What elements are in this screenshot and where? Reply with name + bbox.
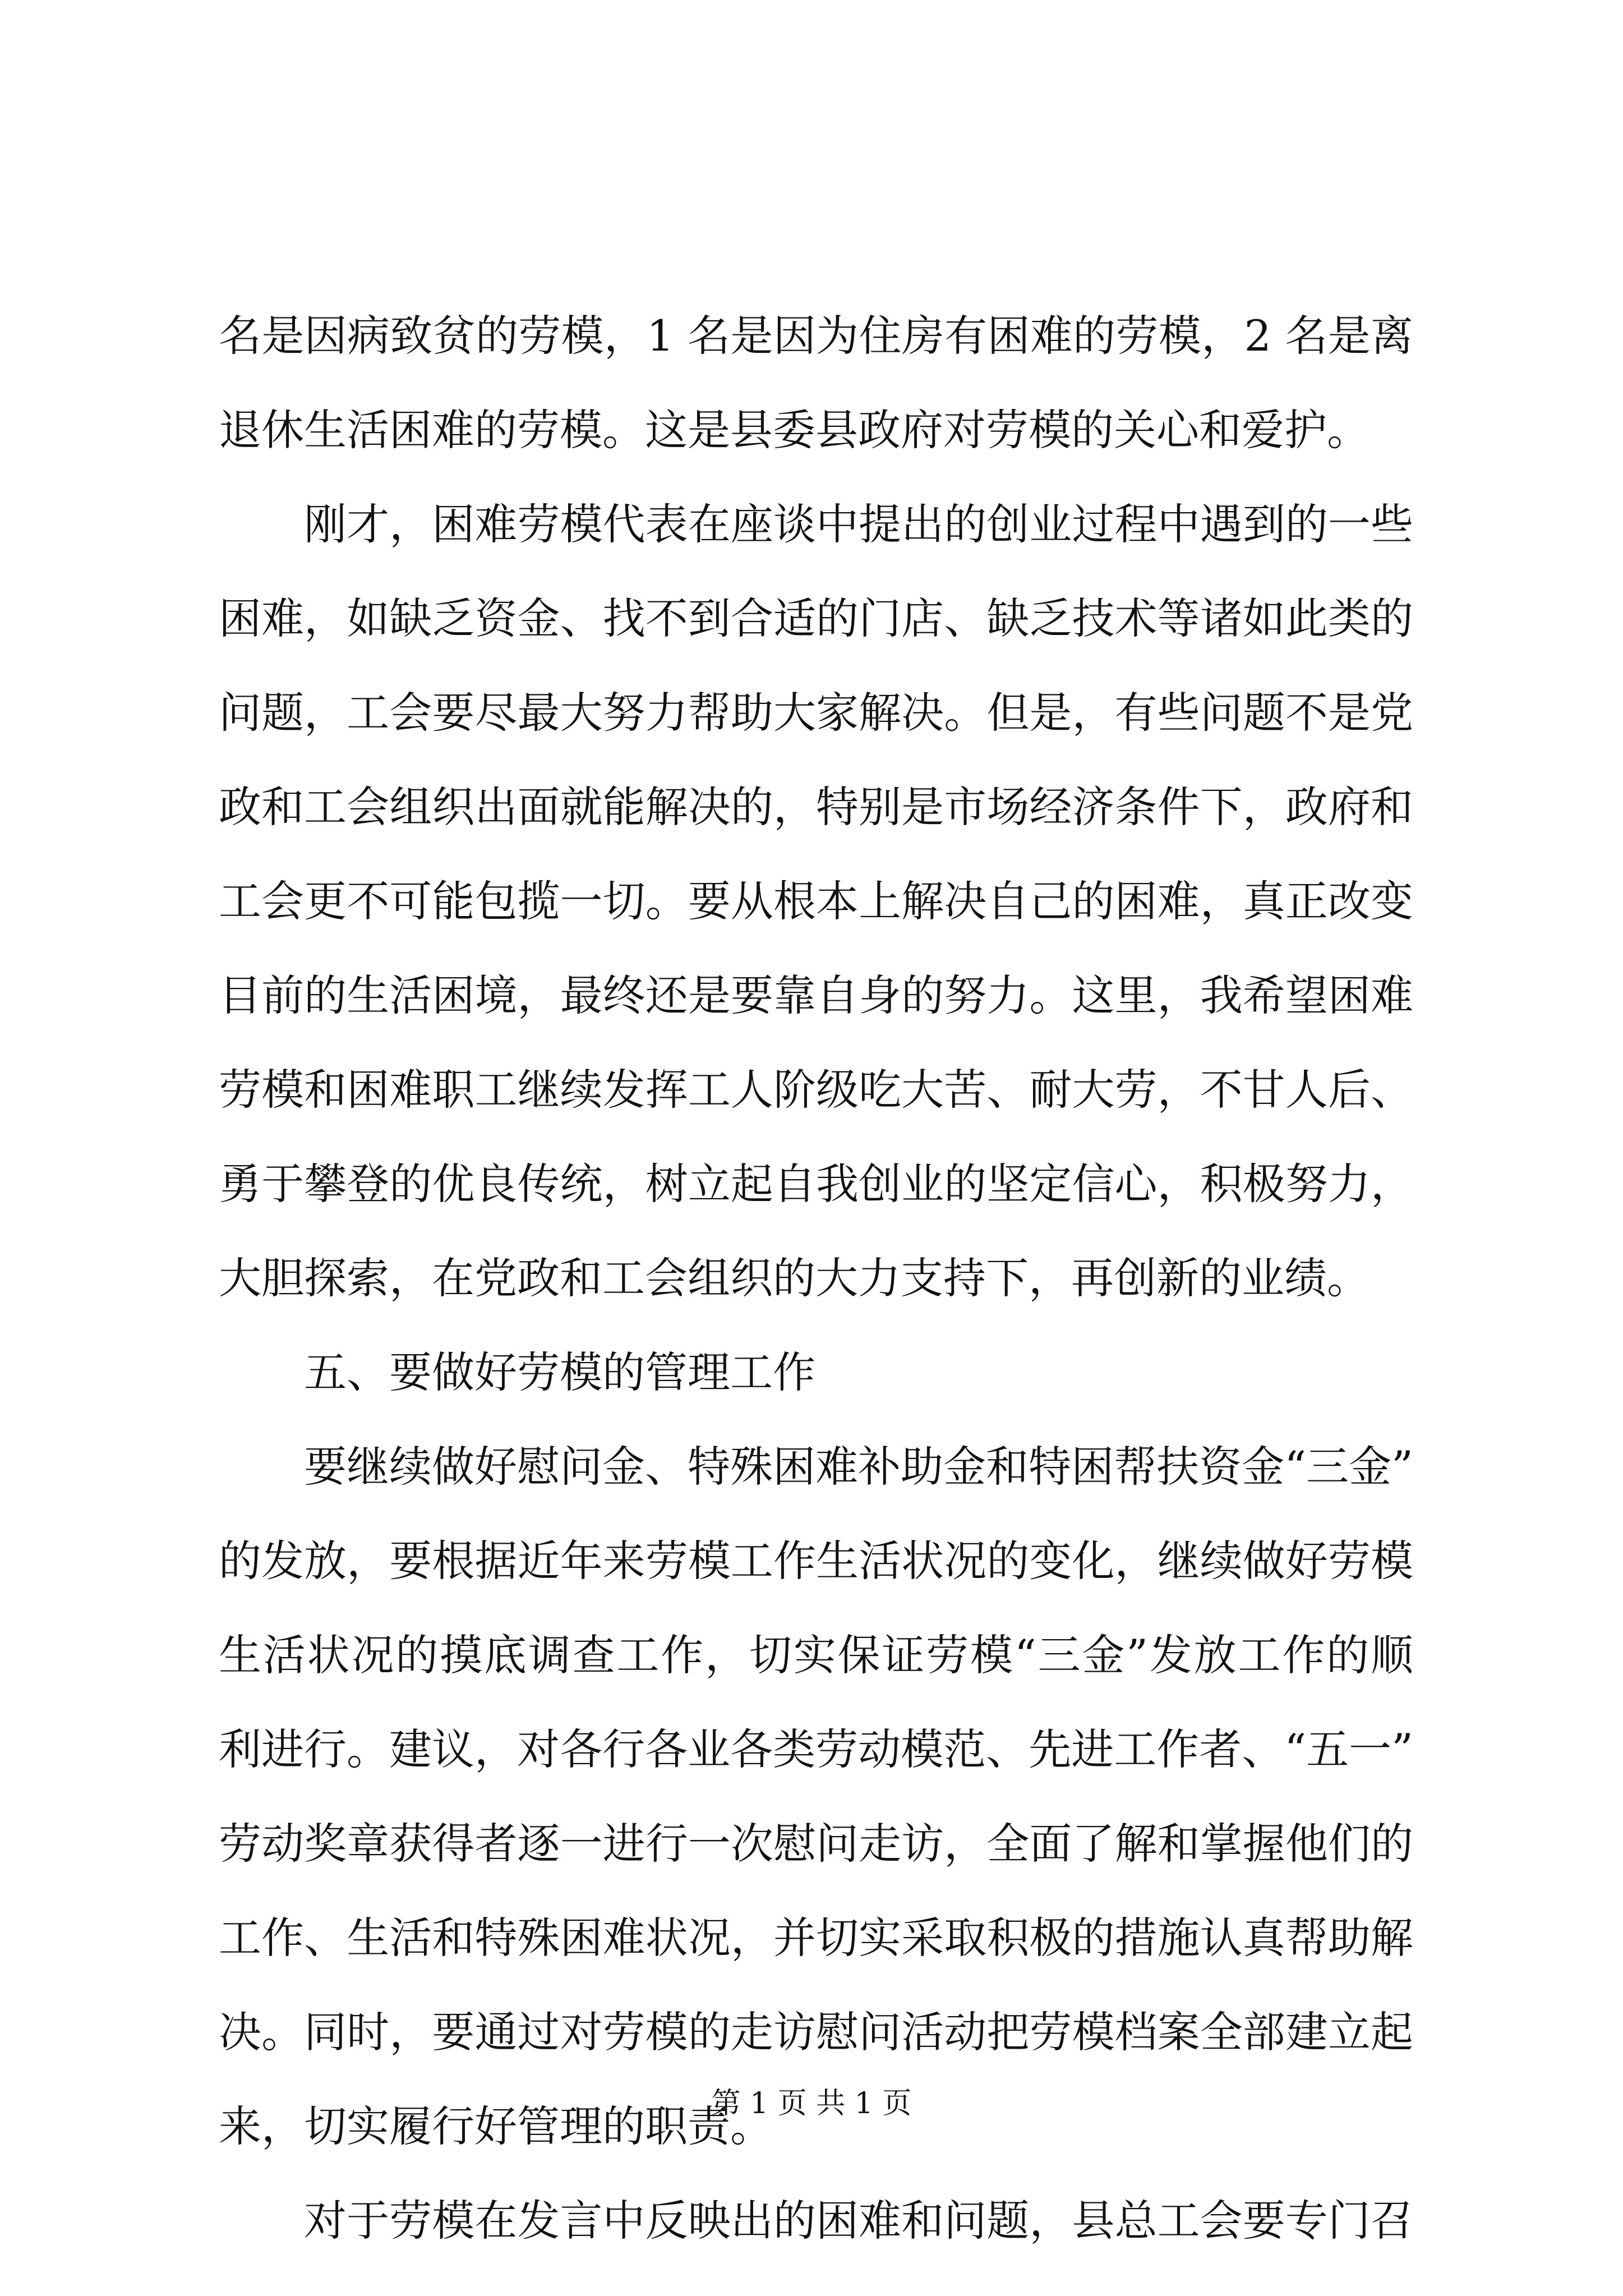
section-heading: 五、要做好劳模的管理工作 xyxy=(304,1347,815,1397)
text-line: 工会更不可能包揽一切。要从根本上解决自己的困难，真正改变 xyxy=(219,876,1413,926)
text-line: 问题，工会要尽最大努力帮助大家解决。但是，有些问题不是党 xyxy=(219,688,1413,738)
text-line: 政和工会组织出面就能解决的，特别是市场经济条件下，政府和 xyxy=(219,782,1413,832)
text-line: 大胆探索，在党政和工会组织的大力支持下，再创新的业绩。 xyxy=(219,1253,1370,1303)
document-body xyxy=(219,289,1413,2268)
text-line: 名是因病致贫的劳模，1 名是因为住房有困难的劳模，2 名是离 xyxy=(219,311,1413,361)
paragraph-start-line: 刚才，困难劳模代表在座谈中提出的创业过程中遇到的一些 xyxy=(304,499,1413,549)
text-line: 目前的生活困境，最终还是要靠自身的努力。这里，我希望困难 xyxy=(219,970,1413,1020)
text-line: 的发放，要根据近年来劳模工作生活状况的变化，继续做好劳模 xyxy=(219,1536,1413,1586)
text-line: 退休生活困难的劳模。这是县委县政府对劳模的关心和爱护。 xyxy=(219,405,1370,455)
text-line: 劳动奖章获得者逐一进行一次慰问走访，全面了解和掌握他们的 xyxy=(219,1819,1413,1869)
text-line: 决。同时，要通过对劳模的走访慰问活动把劳模档案全部建立起 xyxy=(219,2007,1413,2057)
text-line: 利进行。建议，对各行各业各类劳动模范、先进工作者、“五一” xyxy=(219,1724,1413,1774)
text-line: 工作、生活和特殊困难状况，并切实采取积极的措施认真帮助解 xyxy=(219,1913,1413,1963)
text-line: 勇于攀登的优良传统，树立起自我创业的坚定信心，积极努力， xyxy=(219,1159,1413,1209)
paragraph-start-line: 对于劳模在发言中反映出的困难和问题，县总工会要专门召 xyxy=(304,2196,1413,2246)
text-line: 生活状况的摸底调查工作，切实保证劳模“三金”发放工作的顺 xyxy=(219,1630,1413,1680)
page-footer: 第 1 页 共 1 页 xyxy=(711,2087,912,2120)
text-line: 劳模和困难职工继续发挥工人阶级吃大苦、耐大劳，不甘人后、 xyxy=(219,1065,1413,1115)
text-line: 困难，如缺乏资金、找不到合适的门店、缺乏技术等诸如此类的 xyxy=(219,593,1413,643)
text-line: 来，切实履行好管理的职责。 xyxy=(219,2101,773,2151)
paragraph-start-line: 要继续做好慰问金、特殊困难补助金和特困帮扶资金“三金” xyxy=(304,1442,1413,1492)
